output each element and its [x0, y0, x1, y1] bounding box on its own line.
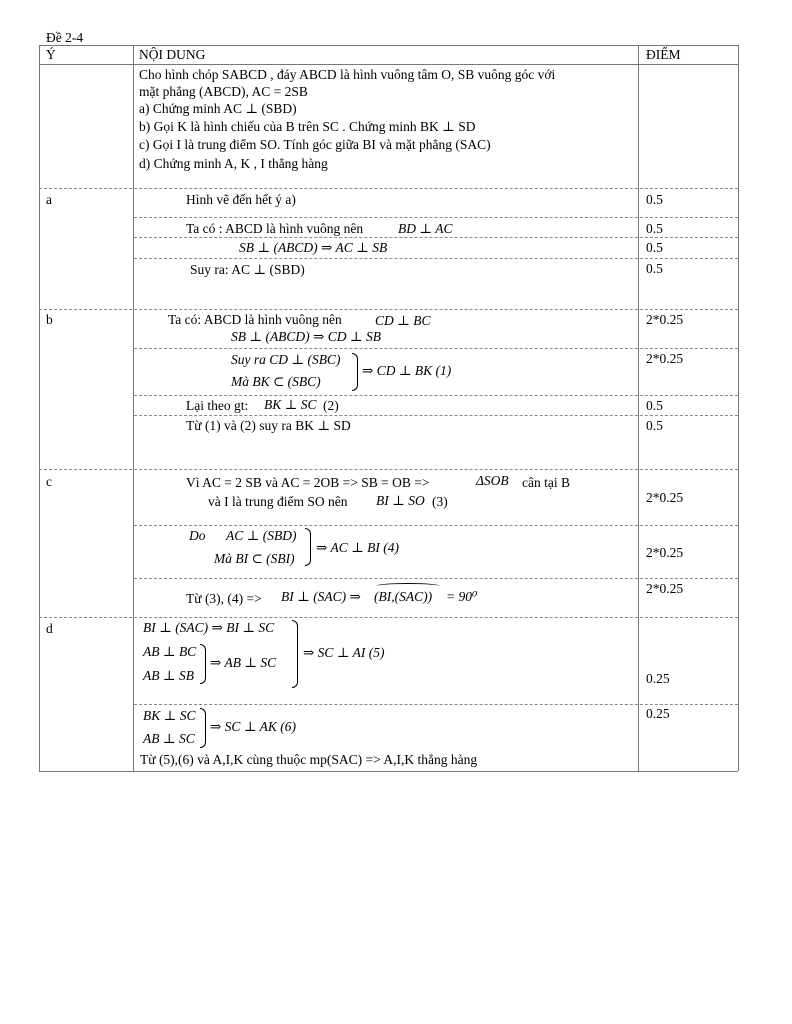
part-d-row-1-line-3: AB ⊥ SB — [143, 668, 194, 683]
part-d-row-1-result: ⇒ SC ⊥ AI (5) — [303, 645, 385, 660]
part-b-label: b — [46, 312, 53, 327]
part-d-score-1: 0.25 — [646, 671, 670, 686]
part-a-row-2-math: BD ⊥ AC — [398, 221, 453, 236]
part-c-brace — [305, 528, 311, 566]
part-d-row-2-line-1: BK ⊥ SC — [143, 708, 196, 723]
part-b-score-3: 0.5 — [646, 398, 663, 413]
part-b-row-1-math: CD ⊥ BC — [375, 313, 431, 328]
part-a-row-2-text: Ta có : ABCD là hình vuông nên — [186, 221, 364, 236]
part-a-label: a — [46, 192, 52, 207]
part-a-score-4: 0.5 — [646, 261, 663, 276]
part-c-row-1-line-2: và I là trung điểm SO nên — [208, 494, 348, 509]
part-c-row-1-tail: (3) — [432, 494, 448, 509]
header-col-content: NỘI DUNG — [139, 47, 206, 62]
part-d-inner-brace — [200, 644, 206, 684]
part-b-score-4: 0.5 — [646, 418, 663, 433]
part-c-row-2-result: ⇒ AC ⊥ BI (4) — [316, 540, 399, 555]
part-d-row-1-line-2: AB ⊥ BC — [143, 644, 197, 659]
doc-title: Đề 2-4 — [46, 30, 84, 45]
part-c-row-2-do: Do — [189, 528, 206, 543]
part-c-row-2-line-1: AC ⊥ (SBD) — [226, 528, 297, 543]
part-c-score-3: 2*0.25 — [646, 581, 684, 596]
part-c-score-1: 2*0.25 — [646, 490, 684, 505]
part-d-row-2-result: ⇒ SC ⊥ AK (6) — [210, 719, 297, 734]
part-c-label: c — [46, 474, 52, 489]
part-b-score-1: 2*0.25 — [646, 312, 684, 327]
part-b-row-3-math: BK ⊥ SC — [264, 397, 317, 412]
part-c-row-3-math-2: (BI,(SAC)) — [374, 589, 433, 604]
part-a-row-1: Hình vẽ đến hết ý a) — [186, 192, 296, 207]
header-col-score: ĐIỂM — [646, 47, 681, 62]
part-d-score-2: 0.25 — [646, 706, 670, 721]
part-d-row-1-line-1: BI ⊥ (SAC) ⇒ BI ⊥ SC — [143, 620, 275, 635]
part-c-row-1-line-1: Vì AC = 2 SB và AC = 2OB => SB = OB => — [186, 475, 430, 490]
part-c-row-3-math-3: = 90⁰ — [446, 589, 478, 604]
part-c-row-1-math: BI ⊥ SO — [376, 493, 425, 508]
part-d-row-2-line-2: AB ⊥ SC — [143, 731, 195, 746]
part-c-triangle: ΔSOB — [476, 473, 509, 488]
part-c-score-2: 2*0.25 — [646, 545, 684, 560]
part-a-row-4: Suy ra: AC ⊥ (SBD) — [190, 262, 305, 277]
part-a-score-3: 0.5 — [646, 240, 663, 255]
part-b-row-2-line-2: Mà BK ⊂ (SBC) — [231, 374, 321, 389]
header-col-y: Ý — [46, 47, 56, 62]
part-a-row-3-math: SB ⊥ (ABCD) ⇒ AC ⊥ SB — [239, 240, 388, 255]
part-d-outer-brace — [292, 620, 298, 688]
part-c-row-2-line-2: Mà BI ⊂ (SBI) — [214, 551, 295, 566]
part-b-row-2-line-1: Suy ra CD ⊥ (SBC) — [231, 352, 341, 367]
problem-line: b) Gọi K là hình chiếu của B trên SC . Chứng minh BK ⊥ SD — [139, 119, 476, 134]
part-c-row-1-line-1-tail: cân tại B — [522, 475, 570, 490]
part-d-conclusion: Từ (5),(6) và A,I,K cùng thuộc mp(SAC) => A,I,K thẳng hàng — [140, 752, 478, 767]
part-b-score-2: 2*0.25 — [646, 351, 684, 366]
problem-line: c) Gọi I là trung điểm SO. Tính góc giữa BI và mặt phẳng (SAC) — [139, 137, 491, 152]
part-d-label: d — [46, 621, 53, 636]
part-b-row-2-result: ⇒ CD ⊥ BK (1) — [362, 363, 452, 378]
part-c-row-3-math-1: BI ⊥ (SAC) ⇒ — [281, 589, 361, 604]
part-b-row-1-text: Ta có: ABCD là hình vuông nên — [168, 312, 342, 327]
part-b-row-1b-math: SB ⊥ (ABCD) ⇒ CD ⊥ SB — [231, 329, 381, 344]
part-b-brace — [352, 353, 358, 391]
part-a-score-2: 0.5 — [646, 221, 663, 236]
part-a-score-1: 0.5 — [646, 192, 663, 207]
part-d-brace-2 — [200, 708, 206, 748]
problem-line: Cho hình chóp SABCD , đáy ABCD là hình vuông tâm O, SB vuông góc với — [139, 67, 556, 82]
part-b-row-3-text: Lại theo gt: — [186, 398, 249, 413]
part-d-row-1-mid: ⇒ AB ⊥ SC — [210, 655, 277, 670]
part-c-row-3-text: Từ (3), (4) => — [186, 591, 262, 606]
problem-line: d) Chứng minh A, K , I thẳng hàng — [139, 156, 328, 171]
problem-line: a) Chứng minh AC ⊥ (SBD) — [139, 101, 297, 116]
problem-line: mặt phẳng (ABCD), AC = 2SB — [139, 84, 308, 99]
part-b-row-4: Từ (1) và (2) suy ra BK ⊥ SD — [186, 418, 351, 433]
part-b-row-3-tail: (2) — [323, 398, 339, 413]
